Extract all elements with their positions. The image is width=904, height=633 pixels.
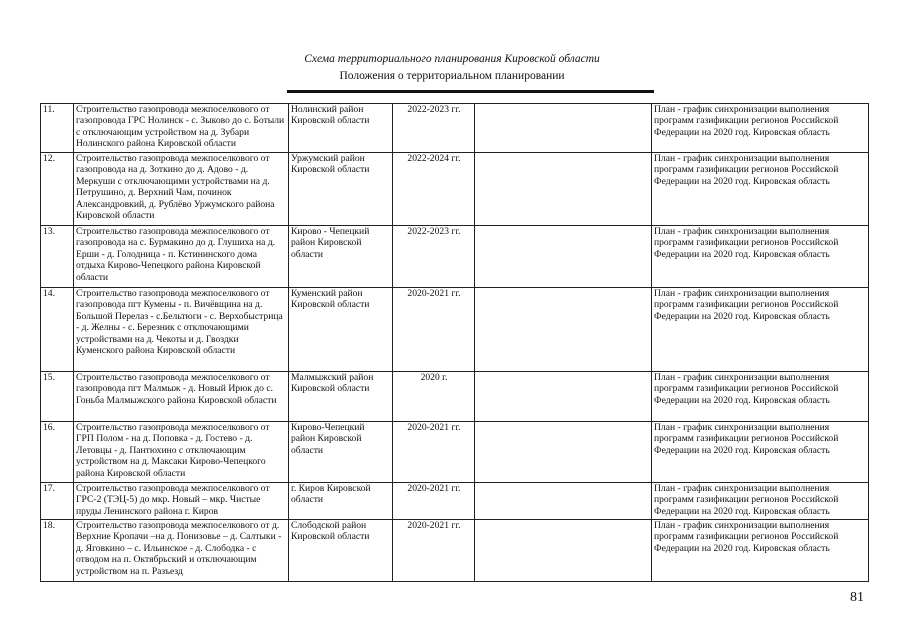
header-divider	[287, 90, 654, 93]
basis-document: План - график синхронизации выполнения программ газификации регионов Российской Федерации на 2020 год. Кировская область	[652, 153, 869, 226]
object-location: Слободской район Кировской области	[289, 520, 393, 582]
empty-cell	[475, 104, 652, 153]
empty-cell	[475, 372, 652, 422]
object-name: Строительство газопровода межпоселкового от газопровода пгт Малмыж - д. Новый Ирюк до с. Гоньба Малмыжского района Кировской области	[74, 372, 289, 422]
construction-period: 2020-2021 гг.	[393, 422, 475, 483]
row-number: 15.	[41, 372, 74, 422]
construction-period: 2020 г.	[393, 372, 475, 422]
construction-period: 2022-2024 гг.	[393, 153, 475, 226]
object-name: Строительство газопровода межпоселкового от ГРС-2 (ТЭЦ-5) до мкр. Новый – мкр. Чистые пруды Ленинского района г. Киров	[74, 483, 289, 520]
empty-cell	[475, 226, 652, 288]
construction-period: 2022-2023 гг.	[393, 226, 475, 288]
row-number: 11.	[41, 104, 74, 153]
row-number: 14.	[41, 288, 74, 372]
empty-cell	[475, 520, 652, 582]
table-row	[41, 153, 869, 226]
basis-document: План - график синхронизации выполнения программ газификации регионов Российской Федерации на 2020 год. Кировская область	[652, 483, 869, 520]
object-name: Строительство газопровода межпоселкового от газопровода ГРС Нолинск - с. Зыково до с. Ботыли с отключающим устройством на д. Зубари Нолинского района Кировской области	[74, 104, 289, 153]
basis-document: План - график синхронизации выполнения программ газификации регионов Российской Федерации на 2020 год. Кировская область	[652, 226, 869, 288]
object-location: г. Киров Кировской области	[289, 483, 393, 520]
row-number: 16.	[41, 422, 74, 483]
table-row	[41, 520, 869, 582]
document-subtitle: Положения о территориальном планировании	[339, 70, 565, 82]
table-row	[41, 422, 869, 483]
row-number: 18.	[41, 520, 74, 582]
object-name: Строительство газопровода межпоселкового от ГРП Полом - на д. Поповка - д. Гостево - д. Летовцы - д. Пантюхино с отключающим устройством на д. Максаки Кирово-Чепецкого района Кировской области	[74, 422, 289, 483]
object-name: Строительство газопровода межпоселкового от д. Верхние Кропачи –на д. Понизовье – д. Салтыки - д. Яговкино – с. Ильинское - д. Слободка - с отводом на п. Октябрьский и отключающим устройством на п. Разъезд	[74, 520, 289, 582]
document-title: Схема территориального планирования Кировской области	[304, 53, 600, 65]
construction-period: 2020-2021 гг.	[393, 520, 475, 582]
object-location: Куменский район Кировской области	[289, 288, 393, 372]
table-row	[41, 104, 869, 153]
object-name: Строительство газопровода межпоселкового от газопровода на д. Зоткино до д. Адово - д. Меркуши с отключающими устройствами на д. Петрушино, д. Верхний Чам, починок Александровкий, д. Рублёво Уржумского района Кировской области	[74, 153, 289, 226]
object-location: Малмыжский район Кировской области	[289, 372, 393, 422]
object-location: Кирово-Чепецкий район Кировской области	[289, 422, 393, 483]
page-number: 81	[850, 590, 864, 605]
object-location: Уржумский район Кировской области	[289, 153, 393, 226]
basis-document: План - график синхронизации выполнения программ газификации регионов Российской Федерации на 2020 год. Кировская область	[652, 422, 869, 483]
construction-period: 2022-2023 гг.	[393, 104, 475, 153]
object-location: Кирово - Чепецкий район Кировской области	[289, 226, 393, 288]
empty-cell	[475, 483, 652, 520]
empty-cell	[475, 422, 652, 483]
empty-cell	[475, 153, 652, 226]
construction-period: 2020-2021 гг.	[393, 483, 475, 520]
object-name: Строительство газопровода межпоселкового от газопровода на с. Бурмакино до д. Глушиха на д. Ерши - д. Голодница - п. Кстининского дома отдыха Кирово-Чепецкого района Кировской области	[74, 226, 289, 288]
row-number: 12.	[41, 153, 74, 226]
object-name: Строительство газопровода межпоселкового от газопровода пгт Кумены - п. Вичёвщина на д. Большой Перелаз - с.Бельтюги - с. Верхобыстрица - д. Желны - с. Березник с отключающими устройствами на д. Чекоты и д. Гвоздки Куменского района Кировской области	[74, 288, 289, 372]
row-number: 17.	[41, 483, 74, 520]
basis-document: План - график синхронизации выполнения программ газификации регионов Российской Федерации на 2020 год. Кировская область	[652, 372, 869, 422]
construction-period: 2020-2021 гг.	[393, 288, 475, 372]
object-location: Нолинский район Кировской области	[289, 104, 393, 153]
table-row	[41, 288, 869, 372]
empty-cell	[475, 288, 652, 372]
row-number: 13.	[41, 226, 74, 288]
table-row	[41, 483, 869, 520]
projects-table	[40, 103, 869, 582]
basis-document: План - график синхронизации выполнения программ газификации регионов Российской Федерации на 2020 год. Кировская область	[652, 520, 869, 582]
table-row	[41, 372, 869, 422]
basis-document: План - график синхронизации выполнения программ газификации регионов Российской Федерации на 2020 год. Кировская область	[652, 104, 869, 153]
basis-document: План - график синхронизации выполнения программ газификации регионов Российской Федерации на 2020 год. Кировская область	[652, 288, 869, 372]
table-row	[41, 226, 869, 288]
document-header	[0, 52, 904, 83]
